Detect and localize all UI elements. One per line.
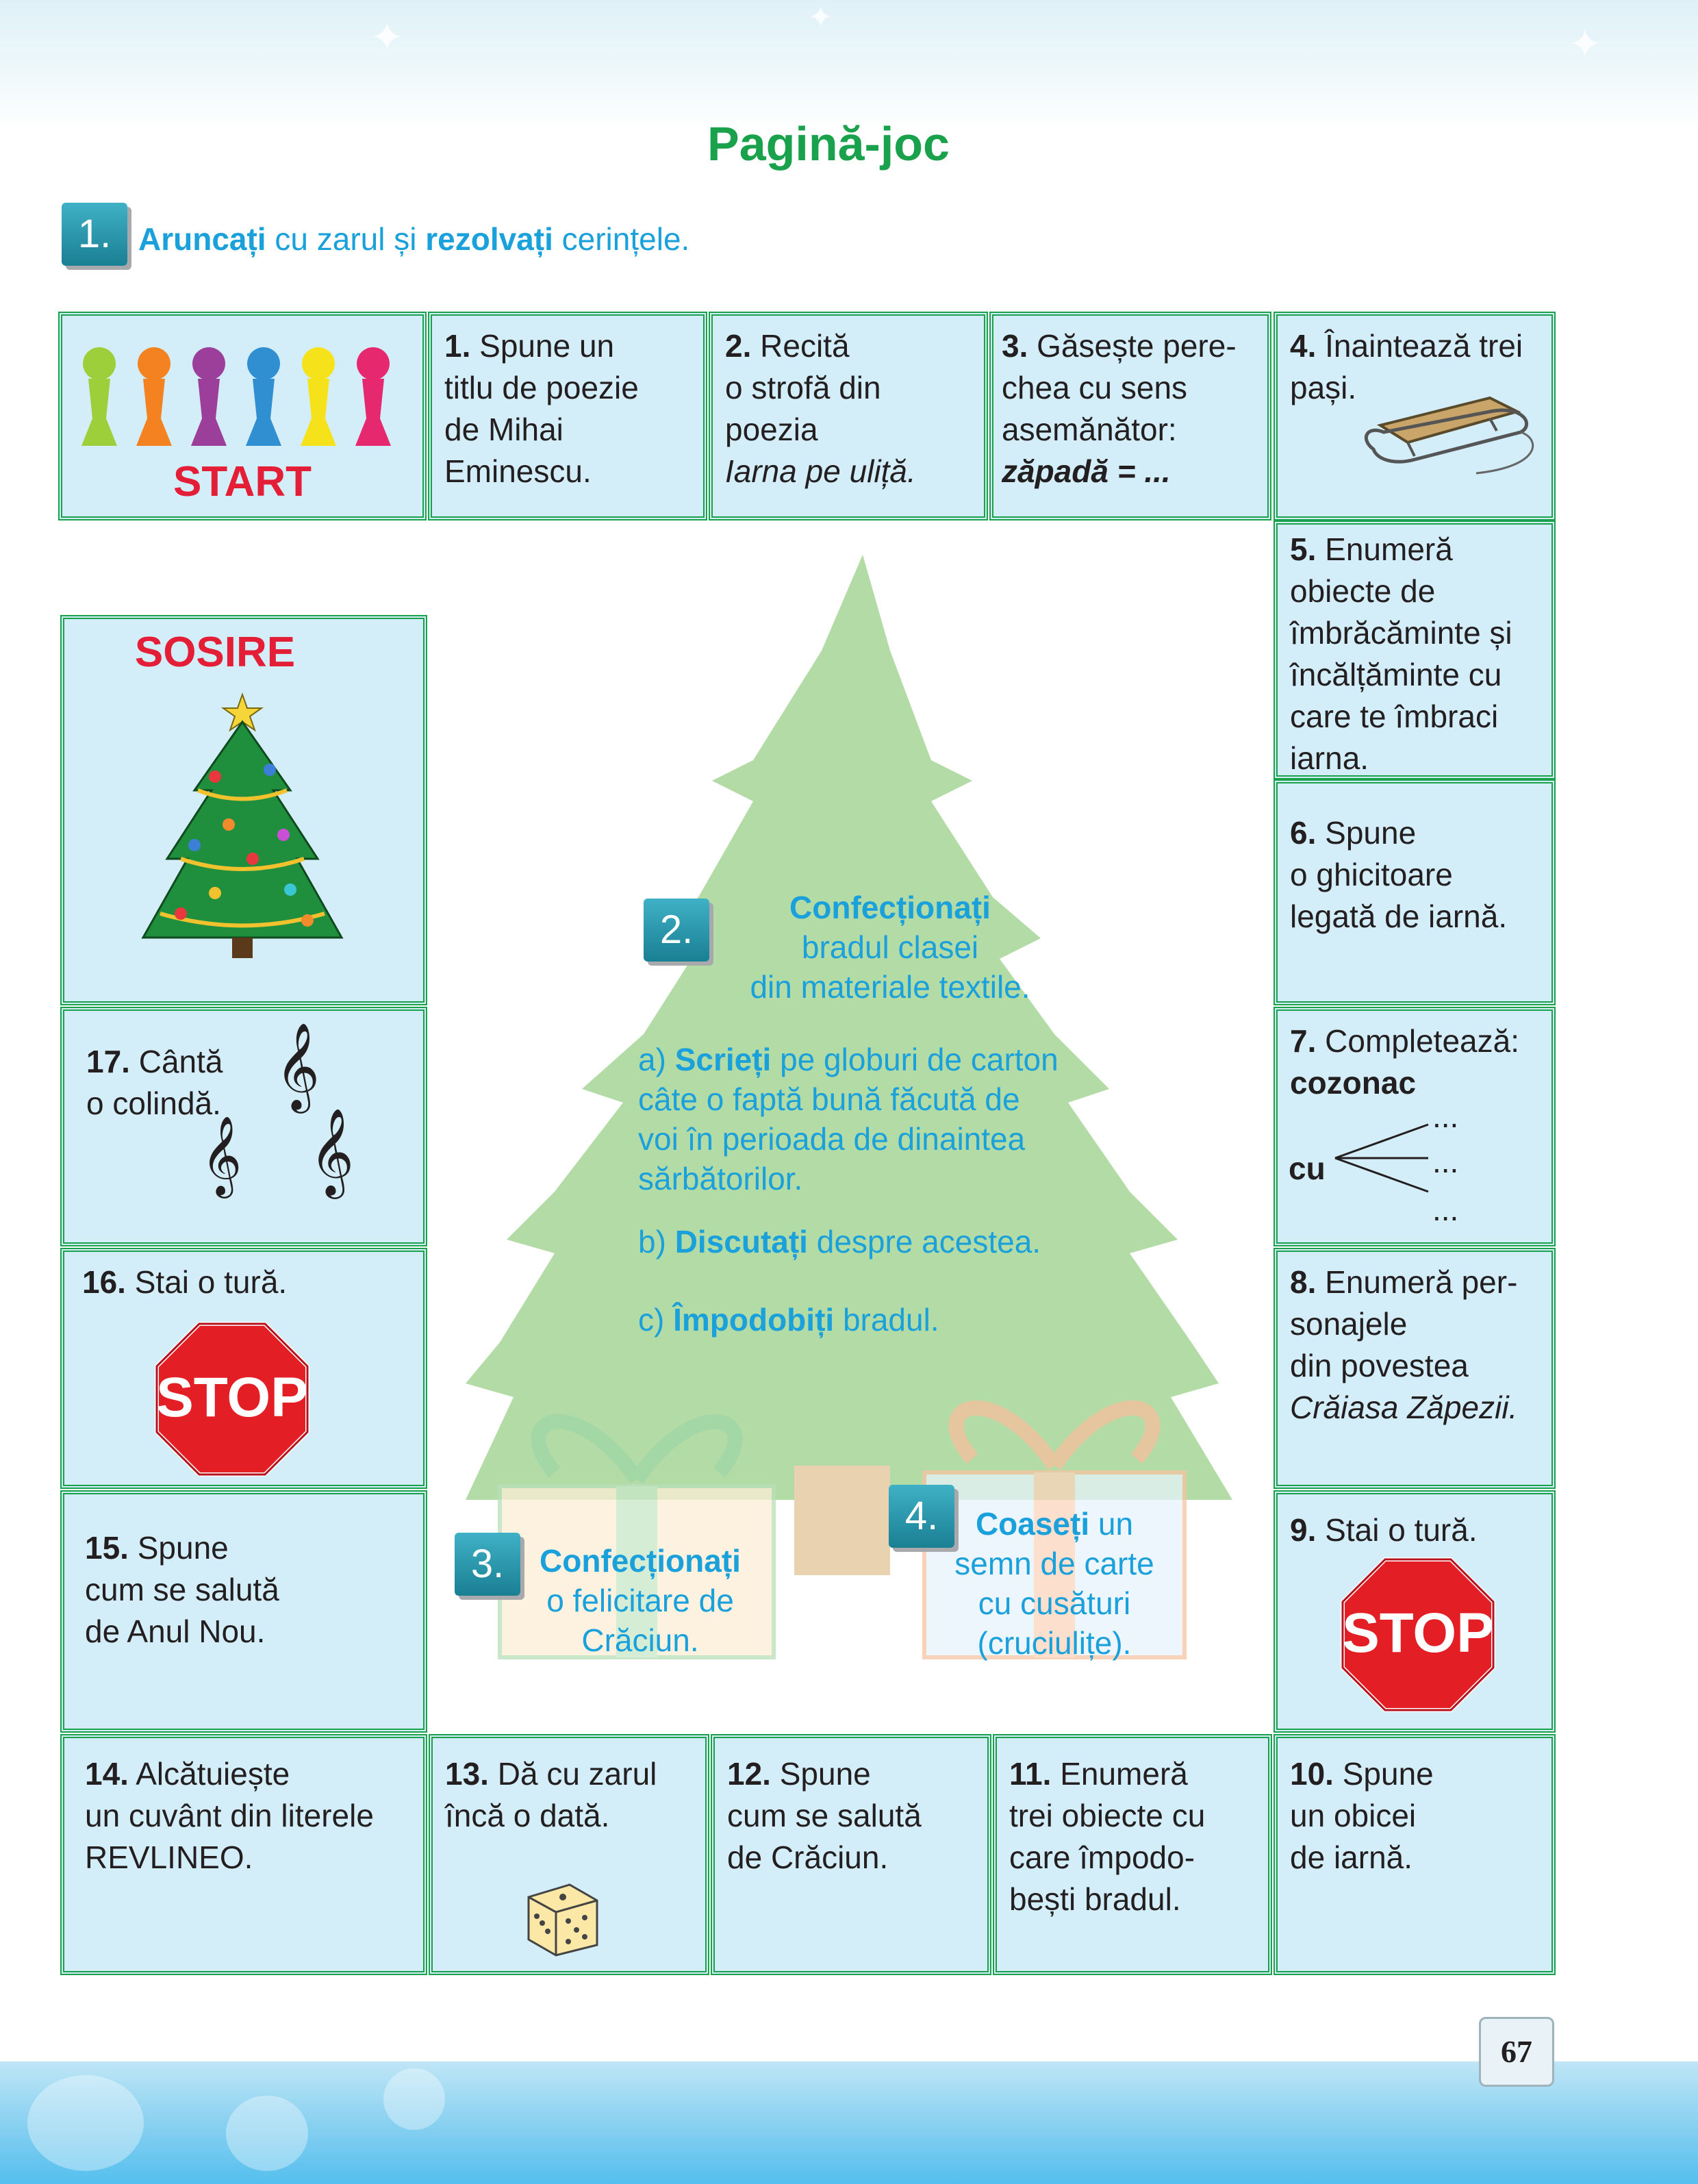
task-verb: Împodobiți <box>673 1302 835 1338</box>
task-3-text <box>527 1541 753 1660</box>
board-cell-14 <box>60 1734 427 1975</box>
board-cell-2 <box>709 312 988 520</box>
cell-text: asemănător: <box>1002 412 1177 447</box>
task-1-instruction <box>138 221 689 258</box>
sparkle-icon: ✦ <box>808 1 833 34</box>
cell-text: Stai o tură. <box>1316 1512 1478 1548</box>
task-text: voi în perioada de dinaintea <box>638 1121 1026 1157</box>
cell-text: Găsește pere- <box>1028 328 1237 364</box>
board-cell-5 <box>1274 520 1556 779</box>
task-2-title <box>712 888 1068 1007</box>
pawn-icon <box>355 347 391 446</box>
task-letter: b) <box>638 1224 675 1259</box>
cell-text: bești bradul. <box>1009 1881 1181 1917</box>
board-cell-16 <box>60 1248 427 1489</box>
cell-text: Dă cu zarul <box>488 1756 657 1792</box>
cell-number: 8. <box>1290 1264 1317 1300</box>
cell-text: de Anul Nou. <box>85 1614 266 1649</box>
cell-text: chea cu sens <box>1002 370 1188 405</box>
board-cell-12 <box>711 1734 991 1975</box>
game-pawns-icon <box>72 336 414 460</box>
instruction-text: cu zarul și <box>266 221 426 257</box>
instruction-verb: Aruncați <box>138 221 266 257</box>
cell-text: legată de iarnă. <box>1290 899 1508 934</box>
task-text: din materiale textile. <box>750 969 1030 1005</box>
finish-cell <box>60 615 427 1005</box>
cell-text: un obicei <box>1290 1798 1417 1833</box>
task-verb: Confecționați <box>540 1543 741 1579</box>
cell-number: 2. <box>725 328 752 364</box>
bokeh-bubble <box>27 2075 144 2171</box>
task-2b <box>638 1222 1041 1262</box>
cell-text: o colindă. <box>86 1085 221 1121</box>
top-decorative-band <box>0 0 1698 130</box>
task-2a <box>638 1040 1059 1198</box>
cell-text: Cântă <box>129 1044 223 1079</box>
cell-number: 14. <box>85 1756 129 1792</box>
task-4-text <box>938 1504 1171 1663</box>
treble-clef-icon: 𝄞 <box>201 1115 242 1195</box>
cell-text: poezia <box>725 412 818 447</box>
stop-text: STOP <box>1342 1602 1494 1664</box>
task-text: semn de carte <box>954 1546 1154 1581</box>
pawn-icon <box>246 347 281 446</box>
page-number: 67 <box>1479 2017 1554 2087</box>
cell-number: 1. <box>444 328 471 364</box>
story-title: Crăiasa Zăpezii. <box>1290 1390 1518 1425</box>
blank-dots: ... <box>1432 1144 1459 1179</box>
board-cell-7 <box>1274 1007 1556 1246</box>
cell-number: 16. <box>82 1264 126 1300</box>
cell-number: 3. <box>1002 328 1028 364</box>
cell-text: Enumeră per- <box>1316 1264 1518 1300</box>
branch-label: cu <box>1289 1151 1326 1186</box>
cell-text: care împodo- <box>1009 1840 1195 1875</box>
task-text: cu cusături <box>978 1585 1131 1621</box>
task-verb: Coaseți <box>975 1506 1090 1542</box>
instruction-text: cerințele. <box>553 221 690 257</box>
task-text: sărbătorilor. <box>638 1161 803 1196</box>
page-title: Pagină-joc <box>707 117 950 171</box>
task-letter: a) <box>638 1042 675 1077</box>
pawn-icon <box>81 347 117 446</box>
board-cell-6 <box>1274 779 1556 1005</box>
cell-text: Enumeră <box>1051 1756 1188 1792</box>
bokeh-bubble <box>383 2068 445 2130</box>
cell-text: sonajele <box>1290 1306 1408 1342</box>
cell-text: o strofă din <box>725 370 881 405</box>
task-1-badge: 1. <box>62 203 127 266</box>
start-label: START <box>173 458 312 505</box>
cell-number: 9. <box>1290 1512 1317 1548</box>
cell-number: 17. <box>86 1044 130 1079</box>
task-text: (cruciulițe). <box>977 1625 1132 1661</box>
sparkle-icon: ✦ <box>370 14 405 60</box>
cell-text: Alcătuiește <box>128 1756 290 1792</box>
cell-text: trei obiecte cu <box>1009 1798 1206 1833</box>
task-text: câte o faptă bună făcută de <box>638 1081 1020 1117</box>
board-cell-10 <box>1274 1734 1556 1975</box>
board-cell-11 <box>993 1734 1272 1975</box>
board-cell-9 <box>1274 1490 1556 1733</box>
cell-number: 5. <box>1290 531 1317 567</box>
christmas-tree-icon <box>133 688 352 982</box>
treble-clef-icon: 𝄞 <box>309 1107 355 1195</box>
board-cell-13 <box>429 1734 709 1975</box>
synonym-prompt: zăpadă = ... <box>1002 453 1171 489</box>
board-cell-8 <box>1274 1248 1556 1489</box>
cell-text: de Crăciun. <box>727 1840 889 1875</box>
cell-text: iarna. <box>1290 740 1369 776</box>
task-verb: Scrieți <box>674 1042 772 1077</box>
cell-number: 10. <box>1290 1756 1334 1792</box>
pawn-icon <box>136 347 172 446</box>
cell-text: pași. <box>1290 370 1357 405</box>
task-text: despre acestea. <box>807 1224 1041 1259</box>
cell-number: 12. <box>727 1756 771 1792</box>
pawn-icon <box>301 347 336 446</box>
task-2-badge: 2. <box>644 899 709 962</box>
task-text: bradul clasei <box>801 929 979 965</box>
cell-text: o ghicitoare <box>1290 857 1453 892</box>
cell-number: 7. <box>1290 1023 1317 1059</box>
board-cell-1 <box>428 312 707 520</box>
stop-sign-icon <box>1339 1556 1497 1714</box>
instruction-verb: rezolvați <box>425 221 553 257</box>
task-text: un <box>1089 1506 1134 1542</box>
poem-title: Iarna pe uliță. <box>725 453 916 489</box>
cell-text: Spune <box>1316 815 1417 851</box>
blank-dots: ... <box>1432 1192 1459 1227</box>
cell-text: încă o dată. <box>445 1798 610 1833</box>
cell-text: cum se salută <box>85 1572 279 1607</box>
finish-label: SOSIRE <box>134 629 296 676</box>
board-cell-3 <box>989 312 1271 520</box>
bokeh-bubble <box>226 2096 308 2171</box>
cell-text: cum se salută <box>727 1798 922 1833</box>
cell-text: Completează: <box>1316 1023 1519 1059</box>
cell-text: titlu de poezie <box>444 370 639 405</box>
cell-text: încălțăminte cu <box>1290 657 1502 692</box>
cell-number: 13. <box>445 1756 489 1792</box>
cell-text: Enumeră <box>1316 531 1453 567</box>
cell-text: Eminescu. <box>444 453 592 489</box>
cell-text: îmbrăcăminte și <box>1290 615 1512 651</box>
cell-text: un cuvânt din literele <box>85 1798 374 1833</box>
board-cell-15 <box>60 1490 427 1733</box>
cell-text: de iarnă. <box>1290 1840 1413 1875</box>
task-text: bradul. <box>834 1302 939 1338</box>
task-verb: Discutați <box>674 1224 808 1259</box>
cell-text: care te îmbraci <box>1290 699 1499 734</box>
word-cozonac: cozonac <box>1290 1065 1417 1101</box>
cell-text: Spune <box>770 1756 871 1792</box>
cell-text: din povestea <box>1290 1348 1469 1383</box>
start-cell <box>58 312 427 520</box>
board-cell-4 <box>1274 312 1556 520</box>
branch-lines-icon <box>1332 1120 1435 1196</box>
cell-number: 11. <box>1009 1756 1052 1792</box>
cell-number: 6. <box>1290 815 1317 851</box>
dice-icon <box>522 1877 604 1959</box>
task-text: pe globuri de carton <box>771 1042 1059 1077</box>
sparkle-icon: ✦ <box>1568 21 1603 67</box>
task-3-badge: 3. <box>455 1533 520 1596</box>
cell-number: 15. <box>85 1530 129 1566</box>
task-letter: c) <box>638 1302 674 1338</box>
cell-number: 4. <box>1290 328 1317 364</box>
task-text: o felicitare de <box>546 1583 734 1618</box>
pawn-icon <box>191 347 227 446</box>
board-cell-17 <box>60 1007 427 1246</box>
task-2c <box>638 1300 939 1340</box>
cell-text: Recită <box>751 328 850 364</box>
task-4-badge: 4. <box>889 1485 954 1548</box>
cell-text: REVLINEO. <box>85 1840 253 1875</box>
treble-clef-icon: 𝄞 <box>275 1022 320 1109</box>
blank-dots: ... <box>1432 1099 1459 1134</box>
cell-text: Spune <box>128 1530 229 1566</box>
cell-text: Înaintează trei <box>1316 328 1523 364</box>
cell-text: de Mihai <box>444 412 563 447</box>
cell-text: obiecte de <box>1290 573 1436 609</box>
cell-text: Spune <box>1333 1756 1434 1792</box>
task-text: Crăciun. <box>581 1622 699 1658</box>
cell-text: Stai o tură. <box>125 1264 288 1300</box>
stop-sign-icon <box>153 1320 311 1478</box>
sled-icon <box>1353 384 1545 487</box>
task-verb: Confecționați <box>789 890 991 925</box>
cell-text: Spune un <box>470 328 615 364</box>
stop-text: STOP <box>156 1366 308 1429</box>
